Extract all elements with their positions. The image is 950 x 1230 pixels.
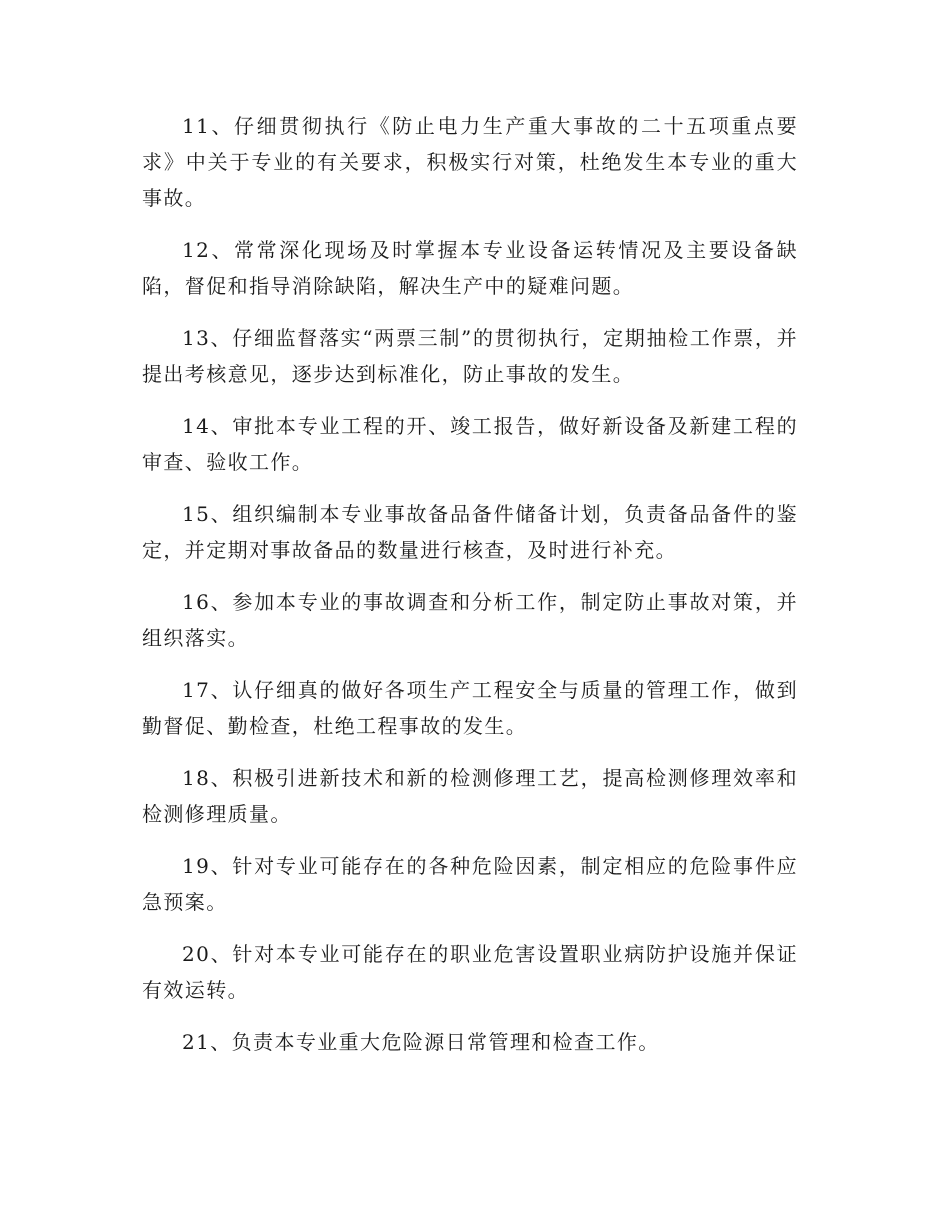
paragraph-item-18: 18、积极引进新技术和新的检测修理工艺，提高检测修理效率和检测修理质量。 — [142, 766, 798, 826]
document-body — [142, 108, 798, 1076]
paragraph-item-14: 14、审批本专业工程的开、竣工报告，做好新设备及新建工程的审查、验收工作。 — [142, 414, 798, 474]
paragraph-item-20: 20、针对本专业可能存在的职业危害设置职业病防护设施并保证有效运转。 — [142, 942, 798, 1002]
paragraph-item-15: 15、组织编制本专业事故备品备件储备计划，负责备品备件的鉴定，并定期对事故备品的数量进行核查，及时进行补充。 — [142, 502, 798, 562]
paragraph-item-16: 16、参加本专业的事故调查和分析工作，制定防止事故对策，并组织落实。 — [142, 590, 798, 650]
paragraph-item-11: 11、仔细贯彻执行《防止电力生产重大事故的二十五项重点要求》中关于专业的有关要求，积极实行对策，杜绝发生本专业的重大事故。 — [142, 114, 798, 210]
paragraph-item-13: 13、仔细监督落实“两票三制”的贯彻执行，定期抽检工作票，并提出考核意见，逐步达到标准化，防止事故的发生。 — [142, 326, 798, 386]
paragraph-item-12: 12、常常深化现场及时掌握本专业设备运转情况及主要设备缺陷，督促和指导消除缺陷，解决生产中的疑难问题。 — [142, 238, 798, 298]
paragraph-item-21: 21、负责本专业重大危险源日常管理和检查工作。 — [182, 1030, 660, 1054]
paragraph-item-19: 19、针对专业可能存在的各种危险因素，制定相应的危险事件应急预案。 — [142, 854, 798, 914]
paragraph-item-17: 17、认仔细真的做好各项生产工程安全与质量的管理工作，做到勤督促、勤检查，杜绝工程事故的发生。 — [142, 678, 798, 738]
